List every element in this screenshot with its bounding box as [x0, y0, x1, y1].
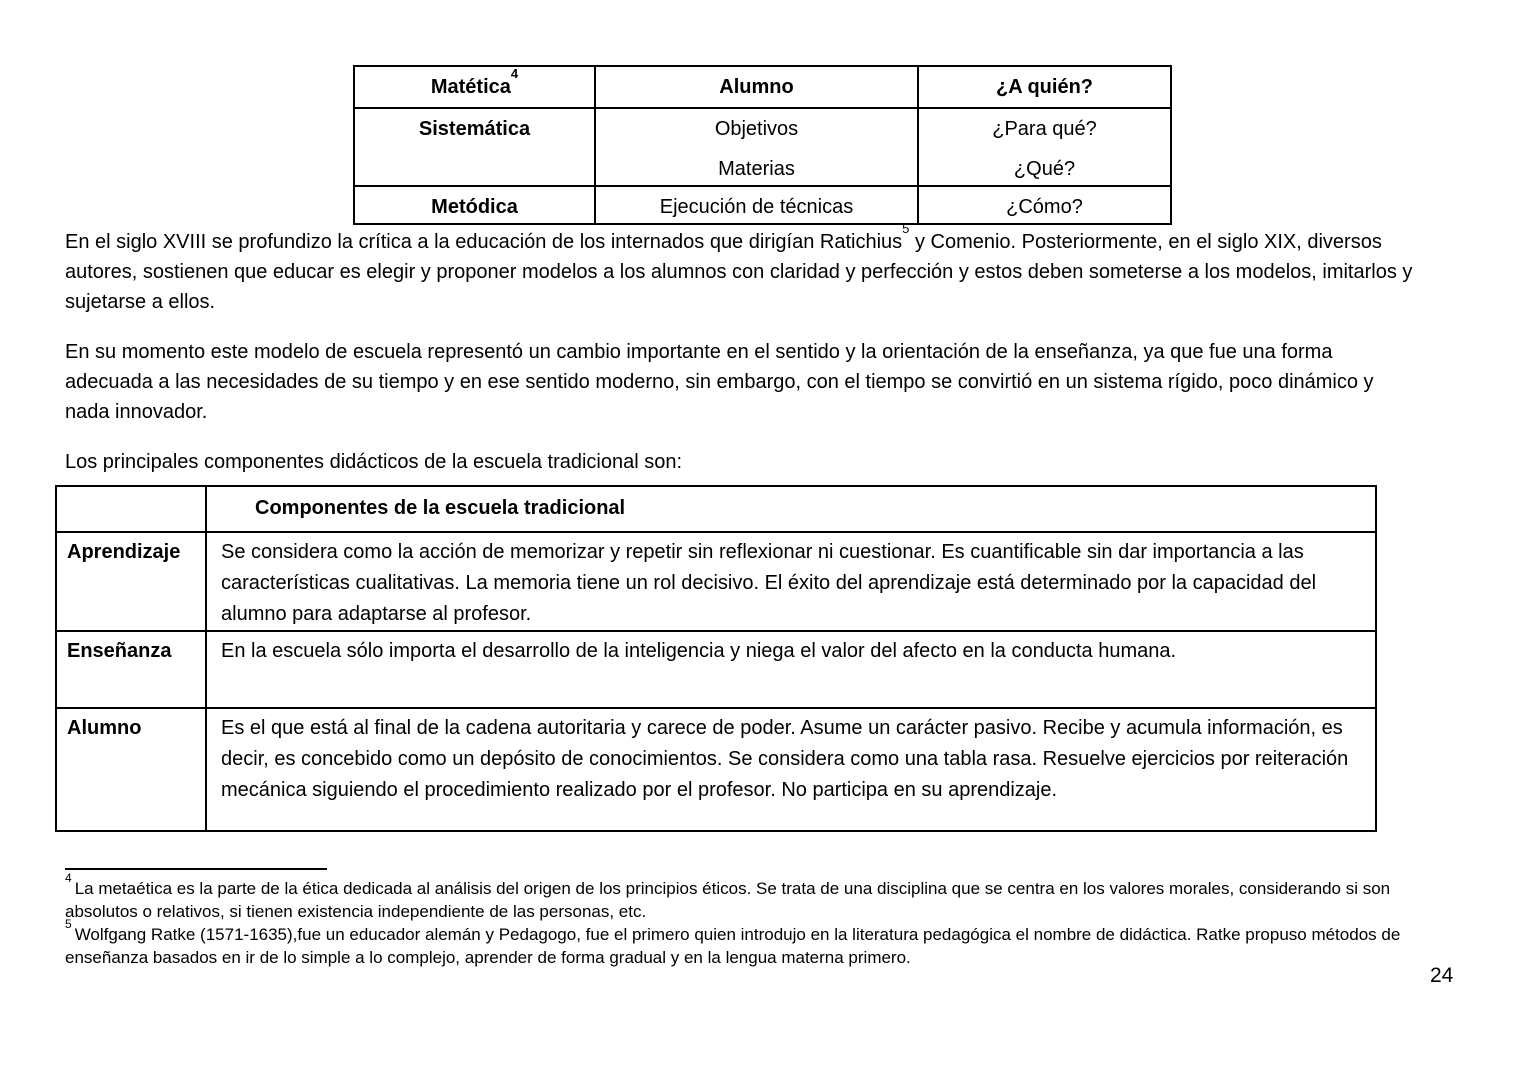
table-row-ensenanza — [56, 631, 1376, 708]
footnote-4-text: La metaética es la parte de la ética dedicada al análisis del origen de los principios éticos. Se trata de una disciplina que se centra en los valores morales, considerando si son absolutos o relativos, si tienen existencia independiente de las personas, etc. — [65, 879, 1391, 921]
page-number: 24 — [1430, 964, 1454, 987]
componentes-header-row — [56, 486, 1376, 532]
sistematica-label-cell: Sistemática — [354, 108, 595, 186]
table-row-aprendizaje — [56, 532, 1376, 631]
row-text-alumno: Es el que está al final de la cadena autoritaria y carece de poder. Asume un carácter pasivo. Recibe y acumula información, es decir, es concebido como un depósito de conocimientos. Se considera como una tabla rasa. Resuelve ejercicios por reiteración mecánica siguiendo el procedimiento realizado por el profesor. No participa en su aprendizaje. — [206, 708, 1376, 831]
table-row-alumno — [56, 708, 1376, 831]
row-label-aprendizaje: Aprendizaje — [56, 532, 206, 631]
footnote-4 — [65, 871, 1457, 923]
a-quien-header-cell: ¿A quién? — [918, 66, 1171, 108]
matetica-header-row — [354, 66, 1171, 108]
question-que: ¿Qué? — [1013, 158, 1076, 180]
row-label-ensenanza: Enseñanza — [56, 631, 206, 708]
intro-componentes-line: Los principales componentes didácticos de la escuela tradicional son: — [65, 451, 683, 473]
alumno-header-cell: Alumno — [595, 66, 918, 108]
paragraph-modelo-escuela: En su momento este modelo de escuela representó un cambio importante en el sentido y la orientación de la enseñanza, ya que fue una forma adecuada a las necesidades de su tiempo y en ese sentido moderno, sin embargo, con el tiempo se convirtió en un sistema rígido, poco dinámico y nada innovador. — [65, 341, 1374, 423]
matetica-header-cell — [354, 66, 595, 108]
paragraph-text: y Comenio. Posteriormente, en el siglo XIX, diversos autores, sostienen que educar es elegir y proponer modelos a los alumnos con claridad y perfección y estos deben someterse a los modelos, imitarlos y sujetarse a ellos. — [65, 231, 1413, 313]
row-label-alumno: Alumno — [56, 708, 206, 831]
empty-header-cell — [56, 486, 206, 532]
metodica-row — [354, 186, 1171, 224]
row-text-aprendizaje: Se considera como la acción de memorizar y repetir sin reflexionar ni cuestionar. Es cuantificable sin dar importancia a las características cualitativas. La memoria tiene un rol decisivo. El éxito del aprendizaje está determinado por la capacidad del alumno para adaptarse al profesor. — [206, 532, 1376, 631]
sistematica-questions-cell — [918, 108, 1171, 186]
metodica-item-cell: Ejecución de técnicas — [595, 186, 918, 224]
footnote-5-text: Wolfgang Ratke (1571-1635),fue un educador alemán y Pedagogo, fue el primero quien introdujo en la literatura pedagógica el nombre de didáctica. Ratke propuso métodos de enseñanza basados en ir de lo simple a lo complejo, aprender de forma gradual y en la lengua materna primero. — [65, 925, 1401, 967]
footnote-ref-4: 4 — [510, 66, 519, 82]
paragraph-siglo-xviii — [65, 221, 1417, 317]
paragraph-text: En el siglo XVIII se profundizo la crítica a la educación de los internados que dirigían Ratichius — [65, 231, 903, 253]
sistematica-items-cell — [595, 108, 918, 186]
footnotes-section — [65, 871, 1457, 969]
componentes-table — [55, 485, 1377, 832]
matetica-label: Matética — [430, 76, 511, 98]
question-para-que: ¿Para qué? — [992, 118, 1097, 140]
row-text-ensenanza: En la escuela sólo importa el desarrollo de la inteligencia y niega el valor del afecto en la conducta humana. — [206, 631, 1376, 708]
metodica-question-cell: ¿Cómo? — [918, 186, 1171, 224]
matetica-table — [353, 65, 1172, 225]
footnote-5-marker: 5 — [65, 917, 72, 932]
metodica-label-cell: Metódica — [354, 186, 595, 224]
item-materias: Materias — [718, 158, 795, 180]
footnote-5 — [65, 917, 1457, 969]
item-objetivos: Objetivos — [714, 118, 799, 140]
sistematica-row — [354, 108, 1171, 186]
footnote-separator — [65, 868, 327, 870]
footnote-ref-5: 5 — [902, 221, 910, 237]
footnote-4-marker: 4 — [65, 871, 72, 886]
componentes-title-cell: Componentes de la escuela tradicional — [206, 486, 1376, 532]
